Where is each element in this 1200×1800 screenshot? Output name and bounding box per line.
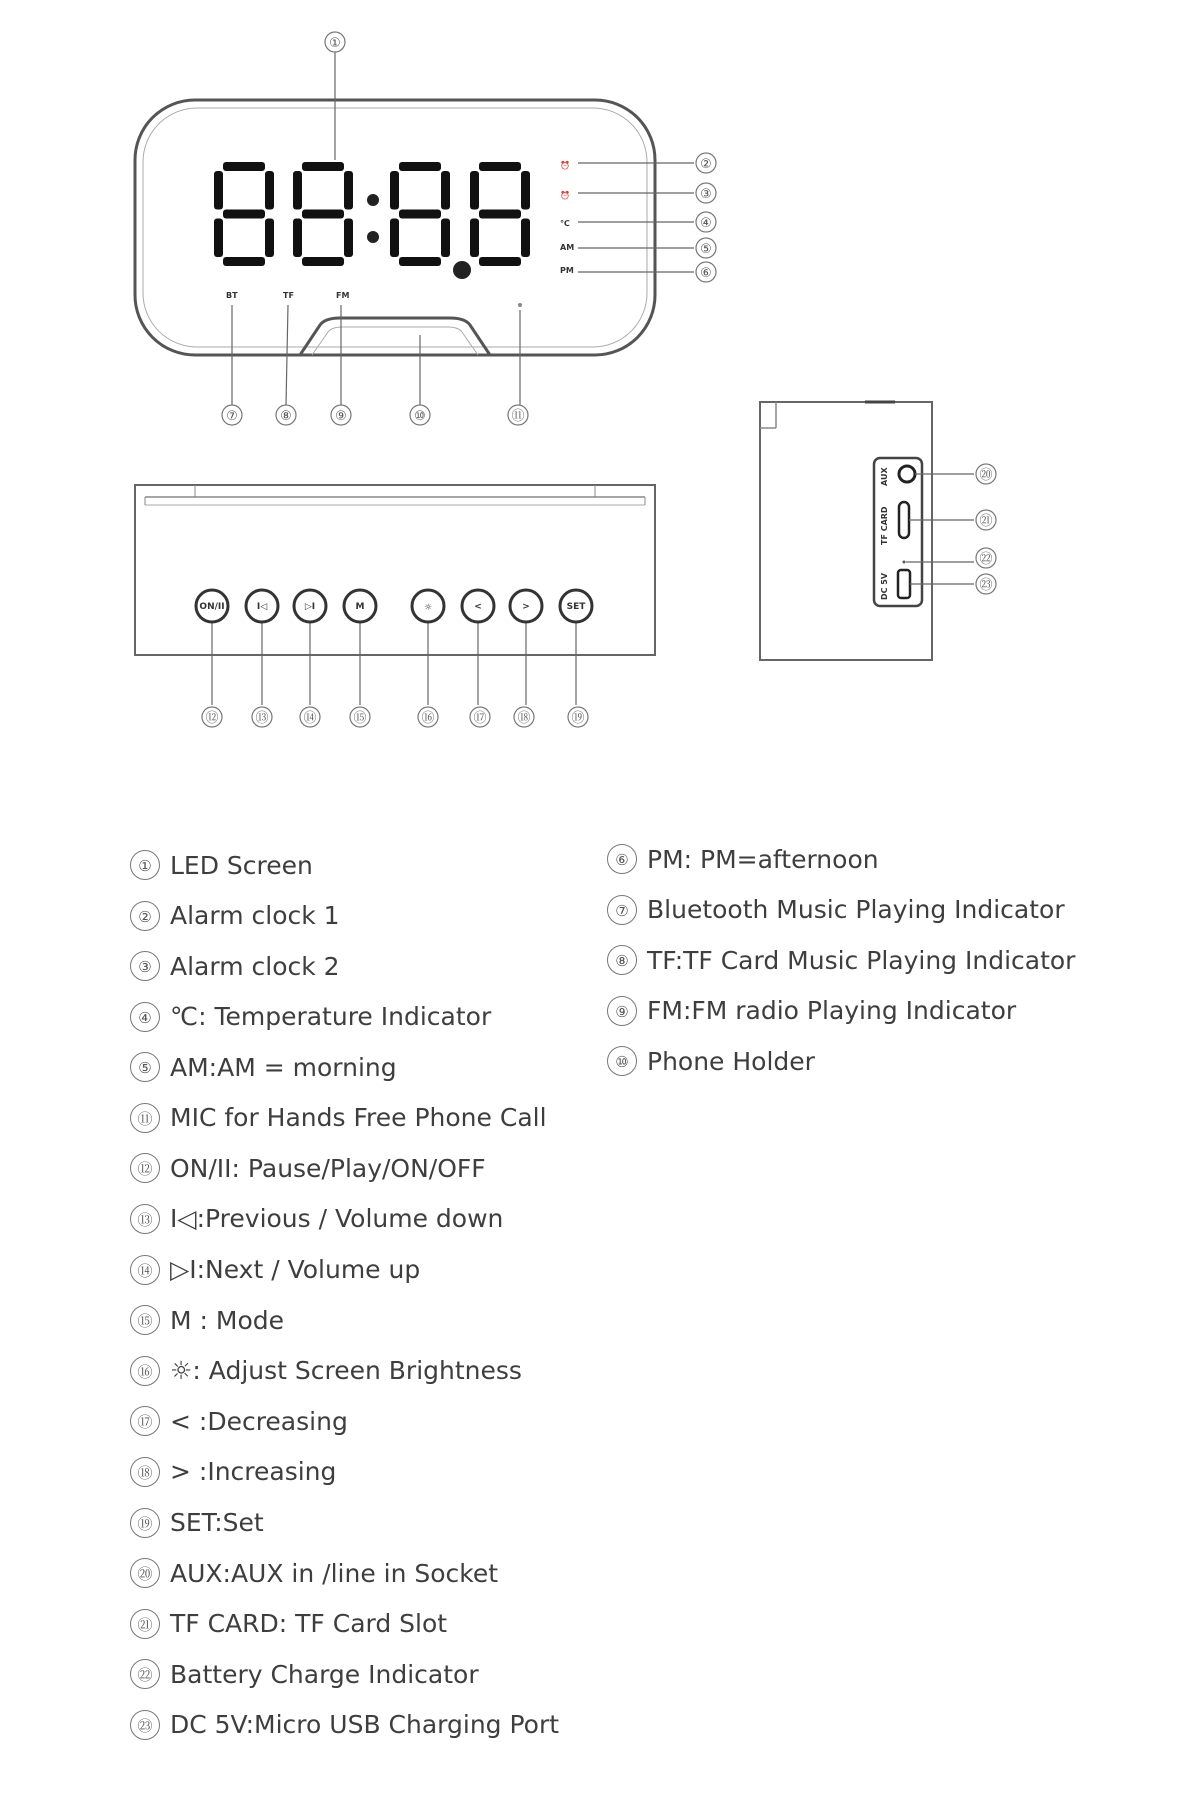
digit-3-segment <box>399 162 441 171</box>
legend-text: AM:AM = morning <box>170 1052 397 1082</box>
legend-number: ⑳ <box>130 1558 160 1588</box>
legend-number: ④ <box>130 1002 160 1032</box>
legend-text: TF:TF Card Music Playing Indicator <box>647 945 1076 975</box>
svg-text:⑩: ⑩ <box>414 409 426 424</box>
svg-text:<: < <box>474 602 482 612</box>
digit-4-segment <box>479 210 521 219</box>
legend-number: ② <box>130 901 160 931</box>
digit-3-segment <box>390 171 399 210</box>
legend-item <box>130 992 559 1043</box>
product-diagram <box>0 0 1200 760</box>
legend-item <box>130 941 559 992</box>
legend-item <box>130 1649 559 1700</box>
legend-item <box>130 1598 559 1649</box>
legend-number: ⑭ <box>130 1255 160 1285</box>
legend-item <box>607 1036 1075 1087</box>
legend-item <box>130 1700 559 1751</box>
legend-text: DC 5V:Micro USB Charging Port <box>170 1710 560 1740</box>
svg-text:⑬: ⑬ <box>255 711 269 726</box>
digit-3-segment <box>441 171 450 210</box>
legend-number: ⑮ <box>130 1305 160 1335</box>
digit-1-segment <box>223 257 265 266</box>
digit-4-segment <box>521 219 530 258</box>
svg-text:⑮: ⑮ <box>353 711 367 726</box>
legend-text: > :Increasing <box>170 1457 337 1487</box>
svg-text:ON/II: ON/II <box>199 602 225 612</box>
digit-2-segment <box>302 210 344 219</box>
decrease-button[interactable] <box>462 590 494 622</box>
digit-1-segment <box>214 171 223 210</box>
button-row <box>196 590 592 622</box>
set-button[interactable] <box>560 590 592 622</box>
svg-text:⑳: ⑳ <box>979 468 993 483</box>
svg-text:㉒: ㉒ <box>979 552 993 567</box>
legend-number: ㉓ <box>130 1710 160 1740</box>
legend-item <box>607 834 1075 885</box>
front-view <box>135 32 716 425</box>
svg-text:⑱: ⑱ <box>517 711 531 726</box>
legend-text: Battery Charge Indicator <box>170 1659 479 1689</box>
digit-1-segment <box>214 219 223 258</box>
legend-text: SET:Set <box>170 1508 264 1538</box>
play-pause-button[interactable] <box>196 590 228 622</box>
svg-text:⑤: ⑤ <box>700 242 712 257</box>
legend-text: LED Screen <box>170 850 313 880</box>
legend-number: ⑫ <box>130 1153 160 1183</box>
digit-3-segment <box>399 210 441 219</box>
legend-text: ON/II: Pause/Play/ON/OFF <box>170 1153 486 1183</box>
legend-number: ⑧ <box>607 945 637 975</box>
legend-number: ㉑ <box>130 1609 160 1639</box>
legend-item <box>607 986 1075 1037</box>
svg-text:⑲: ⑲ <box>571 711 585 726</box>
digit-3-segment <box>441 219 450 258</box>
svg-text:☼: ☼ <box>423 603 433 613</box>
legend-text: M : Mode <box>170 1305 285 1335</box>
digit-1-segment <box>223 162 265 171</box>
dc-label: DC 5V <box>880 572 889 600</box>
svg-text:③: ③ <box>700 187 712 202</box>
digit-2-segment <box>344 171 353 210</box>
tf-indicator: TF <box>283 291 294 300</box>
svg-text:⑯: ⑯ <box>421 711 435 726</box>
tf-card-label: TF CARD <box>880 506 889 545</box>
svg-text:⑭: ⑭ <box>303 711 317 726</box>
digit-4-segment <box>470 219 479 258</box>
svg-text:②: ② <box>700 157 712 172</box>
mic-hole <box>518 303 522 307</box>
legend-item <box>130 1244 559 1295</box>
legend-item <box>130 1497 559 1548</box>
previous-button[interactable] <box>246 590 278 622</box>
legend-item <box>130 1194 559 1245</box>
mode-button[interactable] <box>344 590 376 622</box>
legend-number: ⑤ <box>130 1052 160 1082</box>
am-indicator: AM <box>560 243 575 252</box>
svg-text:⑫: ⑫ <box>205 711 219 726</box>
pm-indicator: PM <box>560 266 574 275</box>
alarm1-indicator: ⏰ <box>560 161 570 170</box>
brightness-button[interactable] <box>412 590 444 622</box>
svg-text:㉓: ㉓ <box>979 578 993 593</box>
legend-number: ⑲ <box>130 1508 160 1538</box>
digit-1-segment <box>265 171 274 210</box>
legend-item <box>130 1447 559 1498</box>
legend-text: Phone Holder <box>647 1046 815 1076</box>
digit-1-segment <box>265 219 274 258</box>
svg-text:M: M <box>355 602 365 612</box>
svg-text:④: ④ <box>700 216 712 231</box>
micro-usb-port[interactable] <box>898 570 910 598</box>
digit-2-segment <box>302 162 344 171</box>
legend-number: ⑰ <box>130 1406 160 1436</box>
digit-2-segment <box>293 171 302 210</box>
phone-holder-outline <box>300 318 490 355</box>
legend-number: ⑦ <box>607 895 637 925</box>
legend-number: ⑨ <box>607 996 637 1026</box>
legend-text: PM: PM=afternoon <box>647 844 879 874</box>
legend-text: ℃: Temperature Indicator <box>170 1002 492 1032</box>
side-callouts <box>976 464 996 594</box>
digit-3-segment <box>399 257 441 266</box>
legend-item <box>130 1548 559 1599</box>
next-button[interactable] <box>294 590 326 622</box>
svg-text:⑨: ⑨ <box>335 409 347 424</box>
phone-holder-inner <box>312 327 478 355</box>
battery-charge-led <box>903 561 906 564</box>
alarm2-indicator: ⏰ <box>560 191 570 200</box>
top-panel-outline <box>135 485 655 655</box>
legend-text: MIC for Hands Free Phone Call <box>170 1103 547 1133</box>
legend-text: ☼: Adjust Screen Brightness <box>170 1356 522 1386</box>
legend-item <box>130 840 559 891</box>
digit-4-segment <box>479 162 521 171</box>
digit-1-segment <box>223 210 265 219</box>
aux-socket[interactable] <box>899 466 915 482</box>
legend-number: ㉒ <box>130 1659 160 1689</box>
legend-item <box>607 885 1075 936</box>
legend-number: ⑬ <box>130 1204 160 1234</box>
legend-item <box>130 1093 559 1144</box>
legend-left <box>130 840 559 1750</box>
digit-2-segment <box>293 219 302 258</box>
led-digits <box>214 162 530 266</box>
legend-text: Bluetooth Music Playing Indicator <box>647 895 1065 925</box>
svg-text:⑦: ⑦ <box>226 409 238 424</box>
legend-right <box>607 834 1075 1087</box>
legend-text: < :Decreasing <box>170 1406 348 1436</box>
svg-text:▷I: ▷I <box>304 602 316 612</box>
legend-item <box>607 935 1075 986</box>
svg-text:⑥: ⑥ <box>700 266 712 281</box>
top-view <box>135 485 655 727</box>
legend-item <box>130 1295 559 1346</box>
digit-3-segment <box>390 219 399 258</box>
svg-text:I◁: I◁ <box>256 602 268 612</box>
legend-number: ⑱ <box>130 1457 160 1487</box>
legend-item <box>130 1345 559 1396</box>
digit-4-segment <box>470 171 479 210</box>
legend-text: AUX:AUX in /line in Socket <box>170 1558 499 1588</box>
legend-number: ⑪ <box>130 1103 160 1133</box>
legend-number: ⑩ <box>607 1046 637 1076</box>
legend-number: ⑯ <box>130 1356 160 1386</box>
legend-text: TF CARD: TF Card Slot <box>170 1609 448 1639</box>
colon-dot-bottom <box>367 231 379 243</box>
svg-text:㉑: ㉑ <box>979 514 993 529</box>
legend-item <box>130 1396 559 1447</box>
digit-2-segment <box>344 219 353 258</box>
decimal-point <box>453 261 471 279</box>
legend-text: I◁:Previous / Volume down <box>170 1204 504 1234</box>
colon-dot-top <box>367 194 379 206</box>
legend-text: Alarm clock 2 <box>170 951 340 981</box>
svg-text:>: > <box>522 602 530 612</box>
fm-indicator: FM <box>336 291 350 300</box>
svg-text:①: ① <box>329 36 341 51</box>
legend-number: ⑥ <box>607 844 637 874</box>
side-view <box>760 402 996 660</box>
digit-4-segment <box>521 171 530 210</box>
aux-label: AUX <box>880 467 889 486</box>
svg-text:SET: SET <box>566 602 586 612</box>
svg-text:⑧: ⑧ <box>280 409 292 424</box>
legend-item <box>130 1143 559 1194</box>
svg-text:⑪: ⑪ <box>511 409 525 424</box>
legend-item <box>130 891 559 942</box>
tf-card-slot[interactable] <box>899 502 909 538</box>
legend-item <box>130 1042 559 1093</box>
legend-number: ③ <box>130 951 160 981</box>
digit-4-segment <box>479 257 521 266</box>
legend-text: FM:FM radio Playing Indicator <box>647 996 1017 1026</box>
legend-text: ▷I:Next / Volume up <box>170 1255 421 1285</box>
increase-button[interactable] <box>510 590 542 622</box>
svg-text:⑰: ⑰ <box>473 711 487 726</box>
legend-number: ① <box>130 850 160 880</box>
button-leader-lines <box>212 622 576 705</box>
temp-indicator: ℃ <box>560 219 570 228</box>
digit-2-segment <box>302 257 344 266</box>
button-callouts <box>202 707 588 727</box>
bt-indicator: BT <box>226 291 238 300</box>
legend-text: Alarm clock 1 <box>170 901 340 931</box>
